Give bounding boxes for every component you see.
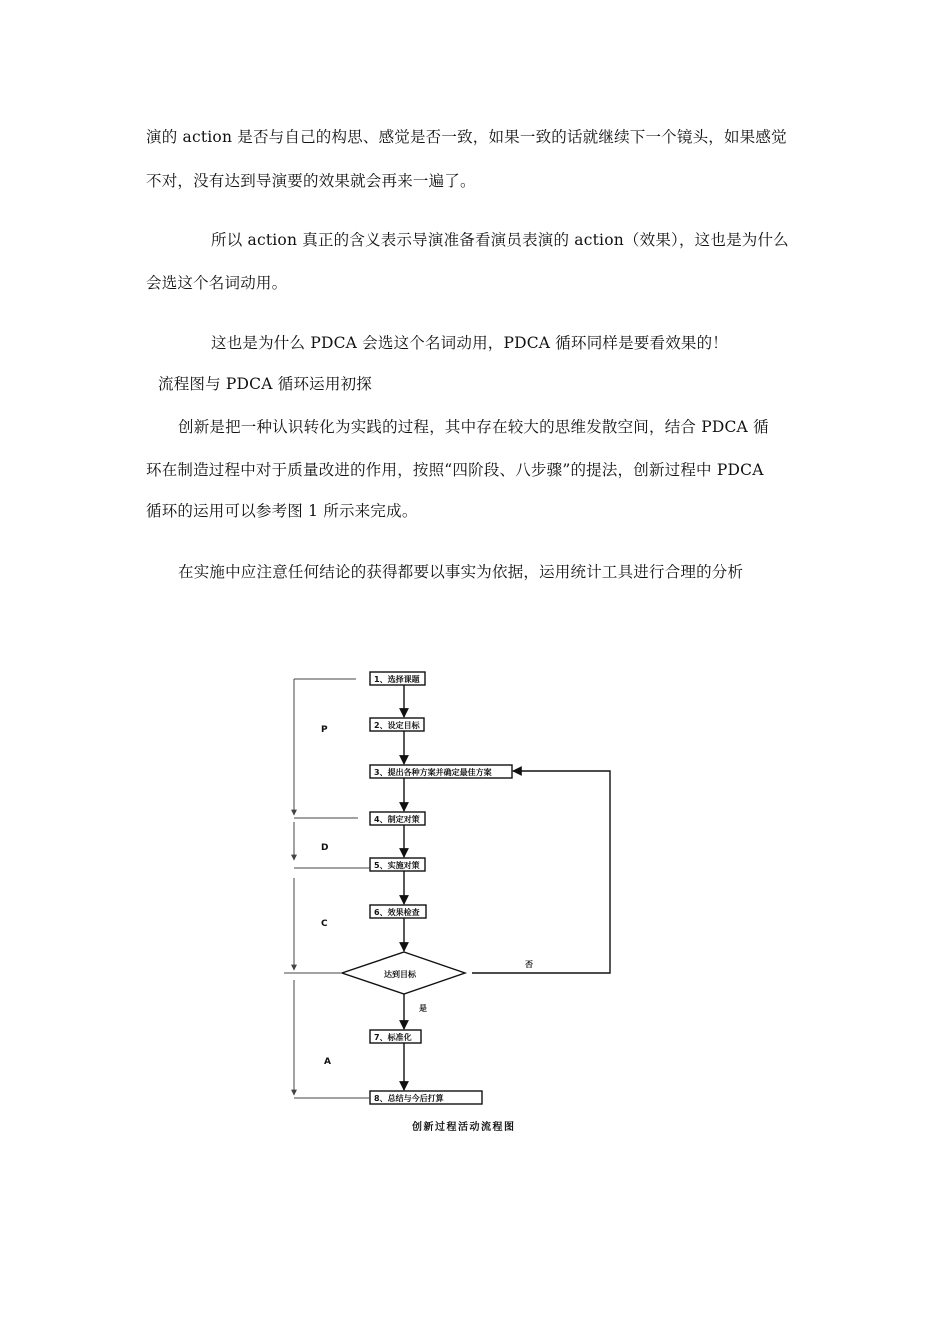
flowchart-caption: 创新过程活动流程图 xyxy=(412,1122,516,1133)
step-box-7 xyxy=(370,1030,421,1043)
step-label-1: 1、选择课题 xyxy=(374,675,420,684)
phase-label-a: A xyxy=(324,1057,331,1067)
no-label: 否 xyxy=(525,960,533,969)
paragraph-line-8: 环在制造过程中对于质量改进的作用，按照“四阶段、八步骤”的提法，创新过程中 PDCA xyxy=(146,461,764,479)
step-box-3 xyxy=(370,765,512,778)
step-box-8 xyxy=(370,1091,482,1104)
section-heading: 流程图与 PDCA 循环运用初探 xyxy=(158,375,372,393)
paragraph-line-10: 在实施中应注意任何结论的获得都要以事实为依据，运用统计工具进行合理的分析 xyxy=(178,563,744,581)
paragraph-line-3: 所以 action 真正的含义表示导演准备看演员表演的 action（效果），这也是为什么 xyxy=(211,231,789,249)
paragraph-line-9: 循环的运用可以参考图 1 所示来完成。 xyxy=(146,502,418,520)
phase-label-c: C xyxy=(321,919,328,929)
yes-label: 是 xyxy=(419,1004,427,1013)
step-label-6: 6、效果检查 xyxy=(374,908,420,917)
decision-diamond xyxy=(342,952,465,994)
paragraph-line-2: 不对，没有达到导演要的效果就会再来一遍了。 xyxy=(146,172,476,190)
paragraph-line-5: 这也是为什么 PDCA 会选这个名词动用，PDCA 循环同样是要看效果的！ xyxy=(211,334,729,352)
step-box-2 xyxy=(370,718,424,731)
step-label-8: 8、总结与今后打算 xyxy=(374,1094,444,1103)
step-box-6 xyxy=(370,905,426,918)
step-label-7: 7、标准化 xyxy=(374,1033,412,1042)
step-label-2: 2、设定目标 xyxy=(374,721,420,730)
step-box-4 xyxy=(370,812,425,825)
step-label-3: 3、提出各种方案并确定最佳方案 xyxy=(374,768,492,777)
phase-label-d: D xyxy=(321,843,329,853)
phase-brackets xyxy=(284,679,370,1098)
step-box-5 xyxy=(370,858,425,871)
phase-label-p: P xyxy=(321,725,328,735)
paragraph-line-7: 创新是把一种认识转化为实践的过程，其中存在较大的思维发散空间，结合 PDCA 循 xyxy=(178,418,769,436)
decision-label: 达到目标 xyxy=(384,970,416,979)
feedback-loop xyxy=(472,771,610,973)
pdca-flowchart xyxy=(280,660,625,1140)
step-label-4: 4、制定对策 xyxy=(374,815,420,824)
paragraph-line-4: 会选这个名词动用。 xyxy=(146,274,288,292)
step-label-5: 5、实施对策 xyxy=(374,861,420,870)
step-box-1 xyxy=(370,672,425,685)
paragraph-line-1: 演的 action 是否与自己的构思、感觉是否一致，如果一致的话就继续下一个镜头，如果感觉 xyxy=(146,128,787,146)
